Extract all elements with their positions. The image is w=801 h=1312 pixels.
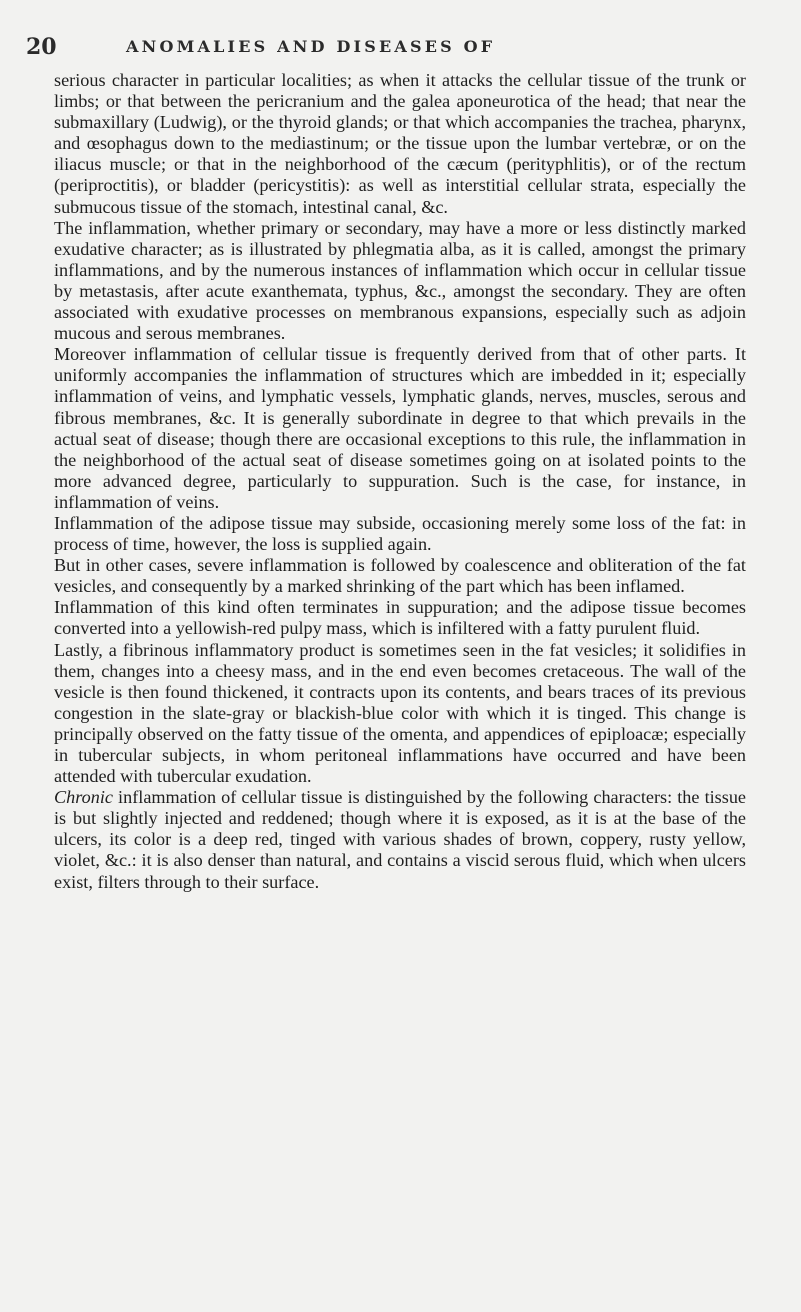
paragraph: But in other cases, severe inflammation is followed by coalescence and obliteration of the fat vesicles, and consequently by a marked shrinking of the part which has been inflamed.	[54, 555, 746, 597]
running-title: ANOMALIES AND DISEASES OF	[126, 37, 496, 56]
body-text	[54, 70, 746, 893]
paragraph: The inflammation, whether primary or secondary, may have a more or less distinctly marked exudative character; as is illustrated by phlegmatia alba, as it is called, amongst the primary inflammations, and by the numerous instances of inflammation which occur in cellular tissue by metastasis, after acute exanthemata, typhus, &c., amongst the secondary. They are often associated with exudative processes on membranous expansions, especially such as adjoin mucous and serous membranes.	[54, 217, 746, 344]
paragraph	[54, 787, 746, 892]
paragraph: Inflammation of this kind often terminates in suppuration; and the adipose tissue becomes converted into a yellowish-red pulpy mass, which is infiltered with a fatty purulent fluid.	[54, 597, 746, 639]
paragraph: Lastly, a fibrinous inflammatory product is sometimes seen in the fat vesicles; it solidifies in them, changes into a cheesy mass, and in the end even becomes cretaceous. The wall of the vesicle is then found thickened, it contracts upon its contents, and bears traces of its previous congestion in the slate-gray or blackish-blue color with which it is tinged. This change is principally observed on the fatty tissue of the omenta, and appendices of epiploacæ; especially in tubercular subjects, in whom peritoneal inflammations have occurred and have been attended with tubercular exudation.	[54, 639, 746, 787]
italic-lead: Chronic	[54, 787, 113, 808]
running-head	[26, 34, 746, 60]
paragraph: serious character in particular localities; as when it attacks the cellular tissue of the trunk or limbs; or that between the pericranium and the galea aponeurotica of the head; that near the submaxillary (Ludwig), or the thyroid glands; or that which accompanies the trachea, pharynx, and œsophagus down to the mediastinum; or the tissue upon the lumbar vertebræ, or on the iliacus muscle; or that in the neighborhood of the cæcum (perityphlitis), or of the rectum (periproctitis), or bladder (pericystitis): as well as interstitial cellular strata, especially the submucous tissue of the stomach, intestinal canal, &c.	[54, 70, 746, 217]
paragraph: Moreover inflammation of cellular tissue is frequently derived from that of other parts. It uniformly accompanies the inflammation of structures which are imbedded in it; especially inflammation of veins, and lymphatic vessels, lymphatic glands, nerves, muscles, serous and fibrous membranes, &c. It is generally subordinate in degree to that which prevails in the actual seat of disease; though there are occasional exceptions to this rule, the inflammation in the neighborhood of the actual seat of disease sometimes going on at isolated points to the more advanced degree, particularly to suppuration. Such is the case, for instance, in inflammation of veins.	[54, 344, 746, 512]
paragraph: Inflammation of the adipose tissue may subside, occasioning merely some loss of the fat: in process of time, however, the loss is supplied again.	[54, 512, 746, 555]
page-number: 20	[26, 34, 57, 60]
paragraph-text: inflammation of cellular tissue is distinguished by the following characters: the tissue is but slightly injected and reddened; though where it is exposed, as it is at the base of the ulcers, its color is a deep red, tinged with various shades of brown, coppery, rusty yellow, violet, &c.: it is also denser than natural, and contains a viscid serous fluid, which when ulcers exist, filters through to their surface.	[54, 787, 746, 892]
